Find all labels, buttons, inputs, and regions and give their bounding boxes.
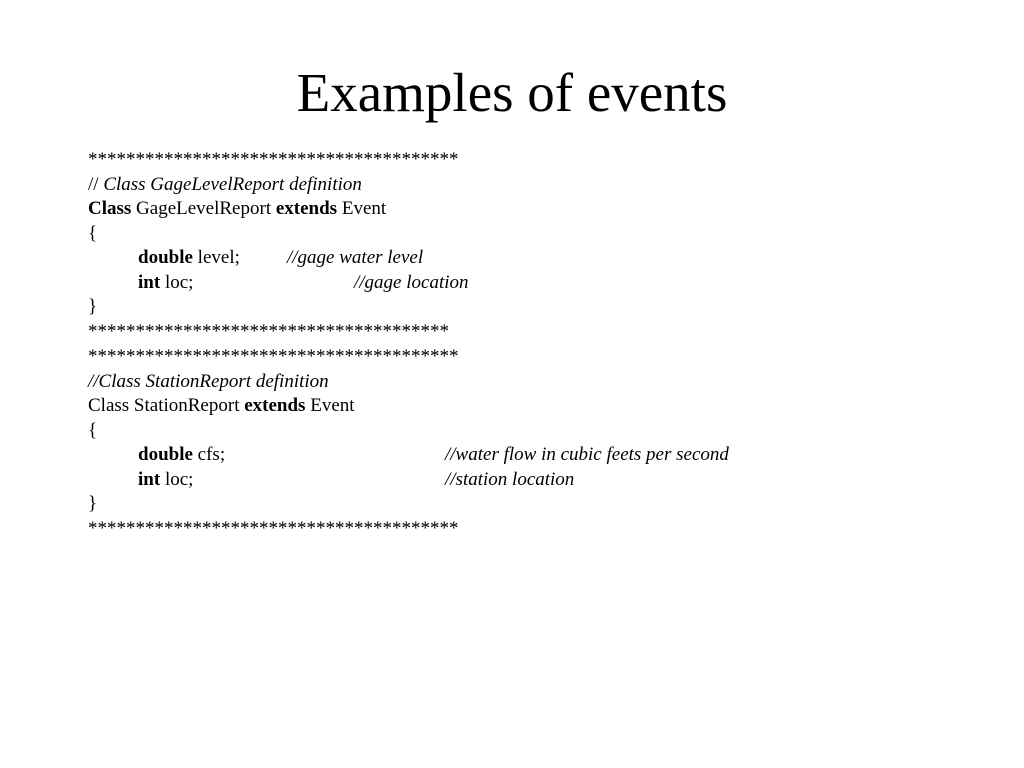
station-comment-line bbox=[88, 370, 988, 395]
field-comment: //water flow in cubic feets per second bbox=[445, 444, 729, 465]
extends-keyword: extends bbox=[244, 395, 306, 416]
field-name: level; bbox=[192, 247, 240, 268]
gage-field-level bbox=[88, 246, 988, 271]
separator-line bbox=[88, 148, 988, 173]
station-class-decl: Class StationReport bbox=[88, 395, 245, 416]
open-brace: { bbox=[88, 419, 98, 441]
field-comment: //gage water level bbox=[287, 247, 424, 268]
gage-field-loc bbox=[88, 271, 988, 296]
gage-comment-line bbox=[88, 173, 988, 198]
base-class-name: Event bbox=[337, 198, 387, 219]
gage-class-comment: Class GageLevelReport definition bbox=[103, 173, 362, 195]
open-brace-line bbox=[88, 222, 988, 247]
base-class-name: Event bbox=[305, 395, 355, 416]
open-brace: { bbox=[88, 222, 98, 244]
field-comment: //station location bbox=[445, 468, 575, 490]
station-field-loc bbox=[88, 468, 988, 493]
station-field-cfs bbox=[88, 443, 988, 468]
field-type: int bbox=[138, 468, 161, 490]
close-brace: } bbox=[88, 493, 98, 514]
slide-title: Examples of events bbox=[296, 62, 728, 123]
field-comment: //gage location bbox=[354, 271, 469, 293]
separator-stars: *************************************** bbox=[88, 149, 459, 170]
gage-class-name: GageLevelReport bbox=[131, 198, 276, 219]
separator-stars: *************************************** bbox=[88, 517, 459, 539]
code-listing bbox=[88, 148, 988, 541]
field-type: double bbox=[138, 247, 193, 268]
station-class-declaration bbox=[88, 394, 988, 419]
extends-keyword: extends bbox=[275, 198, 338, 219]
field-type: double bbox=[138, 444, 193, 465]
separator-stars: *************************************** bbox=[88, 346, 459, 367]
field-type: int bbox=[138, 271, 161, 293]
gage-class-declaration bbox=[88, 197, 988, 222]
field-name: loc; bbox=[160, 271, 194, 293]
station-class-comment: //Class StationReport definition bbox=[88, 370, 329, 392]
close-brace-line bbox=[88, 295, 988, 320]
field-name: cfs; bbox=[192, 444, 226, 465]
field-name: loc; bbox=[160, 468, 194, 490]
close-brace-line bbox=[88, 492, 988, 517]
separator-stars: ************************************** bbox=[88, 320, 449, 342]
open-brace-line bbox=[88, 419, 988, 444]
comment-prefix: // bbox=[88, 173, 104, 195]
separator-line bbox=[88, 320, 988, 345]
class-keyword: Class bbox=[88, 198, 132, 219]
separator-line bbox=[88, 344, 988, 370]
separator-line bbox=[88, 517, 988, 542]
close-brace: } bbox=[88, 296, 98, 317]
